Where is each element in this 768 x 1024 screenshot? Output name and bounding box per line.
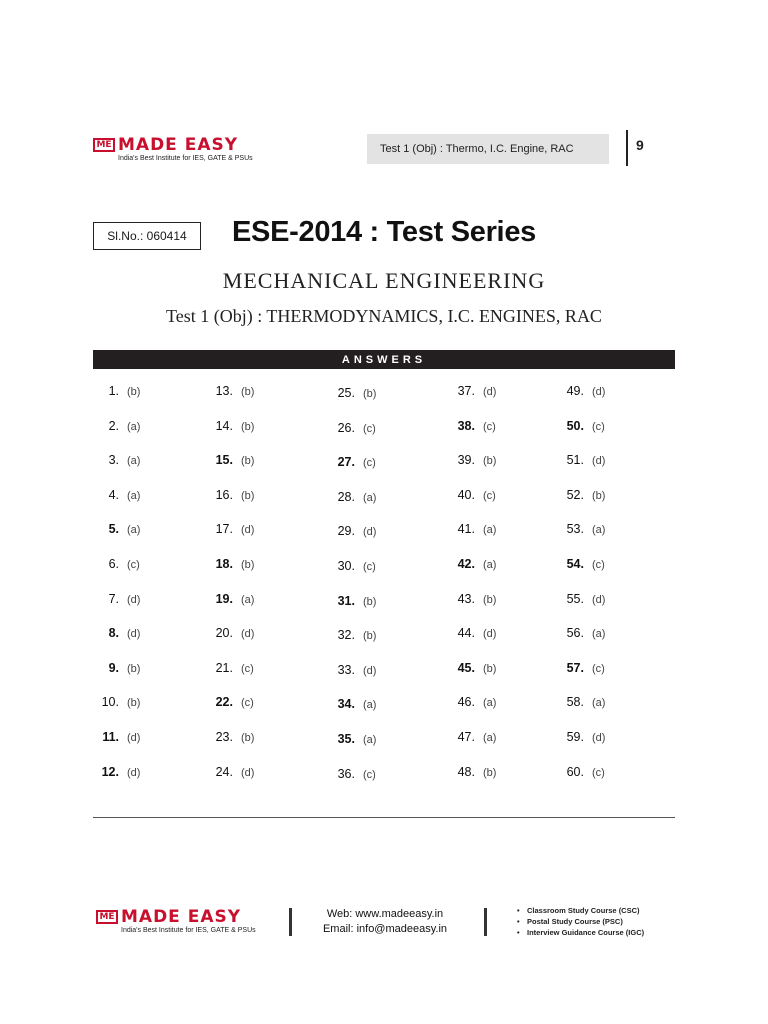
answer-item bbox=[557, 419, 605, 434]
question-number: 3. bbox=[108, 453, 119, 467]
answer-item bbox=[206, 695, 254, 710]
answer-option: (d) bbox=[592, 455, 606, 467]
answer-item bbox=[206, 765, 254, 780]
answer-item bbox=[328, 628, 376, 643]
answer-option: (b) bbox=[363, 388, 377, 400]
question-number: 26. bbox=[337, 421, 355, 435]
answer-item bbox=[92, 419, 140, 434]
answer-option: (b) bbox=[483, 594, 497, 606]
answer-option: (d) bbox=[483, 628, 497, 640]
answer-item bbox=[557, 661, 605, 676]
answer-option: (b) bbox=[241, 386, 255, 398]
logo-mark-icon: ME bbox=[96, 910, 118, 924]
question-number: 28. bbox=[337, 490, 355, 504]
header-divider bbox=[626, 130, 628, 166]
answer-item bbox=[448, 592, 496, 607]
footer-divider bbox=[484, 908, 487, 936]
logo-tagline: India's Best Institute for IES, GATE & PSUs bbox=[121, 927, 256, 934]
answer-item bbox=[557, 730, 605, 745]
answer-item bbox=[328, 455, 376, 470]
header-logo bbox=[93, 135, 253, 163]
answer-option: (b) bbox=[363, 630, 377, 642]
question-number: 50. bbox=[566, 419, 584, 433]
answer-item bbox=[448, 522, 496, 537]
answer-option: (b) bbox=[483, 455, 497, 467]
question-number: 38. bbox=[457, 419, 475, 433]
answer-option: (a) bbox=[127, 490, 141, 502]
test-subtitle: Test 1 (Obj) : THERMODYNAMICS, I.C. ENGINES, RAC bbox=[166, 306, 602, 326]
answer-item bbox=[328, 490, 376, 505]
question-number: 46. bbox=[457, 695, 475, 709]
answer-option: (d) bbox=[127, 732, 141, 744]
logo-name: MADE EASY bbox=[121, 907, 242, 927]
answer-item bbox=[557, 488, 605, 503]
answer-item bbox=[328, 559, 376, 574]
answer-option: (d) bbox=[483, 386, 497, 398]
answer-item bbox=[206, 453, 254, 468]
answer-option: (b) bbox=[241, 455, 255, 467]
answer-item bbox=[557, 765, 605, 780]
answer-option: (a) bbox=[363, 492, 377, 504]
page-number: 9 bbox=[636, 137, 644, 153]
answer-option: (a) bbox=[241, 594, 255, 606]
question-number: 22. bbox=[215, 695, 233, 709]
answer-item bbox=[448, 765, 496, 780]
answer-option: (b) bbox=[241, 490, 255, 502]
answer-item bbox=[206, 626, 254, 641]
question-number: 55. bbox=[566, 592, 584, 606]
question-number: 42. bbox=[457, 557, 475, 571]
question-number: 6. bbox=[108, 557, 119, 571]
answer-item bbox=[206, 384, 254, 399]
answer-option: (c) bbox=[127, 559, 140, 571]
page-title: ESE-2014 : Test Series bbox=[232, 216, 536, 248]
answer-option: (d) bbox=[363, 665, 377, 677]
answer-option: (c) bbox=[592, 663, 605, 675]
answer-item bbox=[448, 661, 496, 676]
question-number: 14. bbox=[215, 419, 233, 433]
answer-item bbox=[557, 557, 605, 572]
course-item: • Classroom Study Course (CSC) bbox=[527, 905, 644, 916]
question-number: 4. bbox=[108, 488, 119, 502]
answer-option: (c) bbox=[241, 663, 254, 675]
answer-item bbox=[448, 557, 496, 572]
question-number: 10. bbox=[101, 695, 119, 709]
question-number: 51. bbox=[566, 453, 584, 467]
answer-item bbox=[328, 663, 376, 678]
question-number: 32. bbox=[337, 628, 355, 642]
footer-divider bbox=[289, 908, 292, 936]
question-number: 19. bbox=[215, 592, 233, 606]
answer-item bbox=[448, 453, 496, 468]
answer-option: (c) bbox=[483, 421, 496, 433]
answer-option: (a) bbox=[592, 697, 606, 709]
question-number: 21. bbox=[215, 661, 233, 675]
question-number: 40. bbox=[457, 488, 475, 502]
answer-item bbox=[328, 697, 376, 712]
question-number: 49. bbox=[566, 384, 584, 398]
footer-web[interactable]: Web: www.madeeasy.in bbox=[326, 908, 444, 920]
answer-item bbox=[328, 732, 376, 747]
answer-item bbox=[92, 626, 140, 641]
answer-option: (a) bbox=[127, 421, 141, 433]
answer-option: (d) bbox=[592, 386, 606, 398]
course-item: • Interview Guidance Course (IGC) bbox=[527, 927, 644, 938]
answer-option: (a) bbox=[363, 699, 377, 711]
answer-item bbox=[206, 730, 254, 745]
answer-option: (d) bbox=[127, 767, 141, 779]
answer-option: (d) bbox=[241, 524, 255, 536]
answer-option: (b) bbox=[241, 559, 255, 571]
question-number: 44. bbox=[457, 626, 475, 640]
answer-item bbox=[92, 730, 140, 745]
answers-heading: ANSWERS bbox=[93, 350, 675, 369]
question-number: 47. bbox=[457, 730, 475, 744]
answer-item bbox=[557, 695, 605, 710]
answer-item bbox=[92, 384, 140, 399]
question-number: 41. bbox=[457, 522, 475, 536]
answer-item bbox=[557, 626, 605, 641]
logo-mark-icon: ME bbox=[93, 138, 115, 152]
answer-option: (c) bbox=[592, 421, 605, 433]
question-number: 33. bbox=[337, 663, 355, 677]
question-number: 11. bbox=[102, 730, 119, 744]
answer-item bbox=[206, 522, 254, 537]
question-number: 36. bbox=[337, 767, 355, 781]
answer-option: (a) bbox=[483, 559, 497, 571]
answer-option: (d) bbox=[127, 628, 141, 640]
question-number: 39. bbox=[457, 453, 475, 467]
serial-number-box: Sl.No.: 060414 bbox=[93, 222, 201, 250]
answer-item bbox=[448, 384, 496, 399]
answer-item bbox=[448, 419, 496, 434]
question-number: 30. bbox=[337, 559, 355, 573]
question-number: 24. bbox=[215, 765, 233, 779]
answer-option: (a) bbox=[592, 628, 606, 640]
course-item: • Postal Study Course (PSC) bbox=[527, 916, 644, 927]
header-test-label: Test 1 (Obj) : Thermo, I.C. Engine, RAC bbox=[367, 134, 609, 164]
answer-option: (b) bbox=[363, 596, 377, 608]
answer-option: (d) bbox=[592, 594, 606, 606]
question-number: 2. bbox=[108, 419, 119, 433]
answer-option: (a) bbox=[127, 455, 141, 467]
answer-item bbox=[92, 592, 140, 607]
logo-tagline: India's Best Institute for IES, GATE & PSUs bbox=[118, 155, 253, 162]
answer-item bbox=[557, 384, 605, 399]
question-number: 54. bbox=[566, 557, 584, 571]
answer-option: (a) bbox=[483, 732, 497, 744]
answer-item bbox=[92, 557, 140, 572]
answer-item bbox=[92, 488, 140, 503]
answer-item bbox=[328, 594, 376, 609]
answer-item bbox=[557, 453, 605, 468]
answer-option: (b) bbox=[241, 421, 255, 433]
question-number: 37. bbox=[457, 384, 475, 398]
question-number: 25. bbox=[337, 386, 355, 400]
answer-item bbox=[557, 592, 605, 607]
footer-logo bbox=[96, 907, 256, 935]
question-number: 9. bbox=[108, 661, 119, 675]
question-number: 56. bbox=[566, 626, 584, 640]
answer-option: (b) bbox=[127, 697, 141, 709]
answer-option: (c) bbox=[241, 697, 254, 709]
answer-item bbox=[328, 386, 376, 401]
question-number: 48. bbox=[457, 765, 475, 779]
answer-item bbox=[206, 557, 254, 572]
answer-item bbox=[328, 767, 376, 782]
question-number: 34. bbox=[337, 697, 355, 711]
question-number: 7. bbox=[108, 592, 119, 606]
question-number: 45. bbox=[457, 661, 475, 675]
answer-option: (b) bbox=[483, 663, 497, 675]
answer-option: (b) bbox=[241, 732, 255, 744]
question-number: 17. bbox=[215, 522, 233, 536]
answer-item bbox=[448, 730, 496, 745]
answer-item bbox=[557, 522, 605, 537]
answer-item bbox=[328, 524, 376, 539]
question-number: 35. bbox=[337, 732, 355, 746]
question-number: 52. bbox=[566, 488, 584, 502]
answer-option: (c) bbox=[592, 559, 605, 571]
subject-heading: MECHANICAL ENGINEERING bbox=[222, 268, 546, 293]
question-number: 13. bbox=[215, 384, 233, 398]
question-number: 27. bbox=[337, 455, 355, 469]
question-number: 59. bbox=[566, 730, 584, 744]
answer-option: (d) bbox=[592, 732, 606, 744]
answer-option: (d) bbox=[241, 767, 255, 779]
answer-item bbox=[92, 661, 140, 676]
answer-option: (a) bbox=[483, 524, 497, 536]
answer-item bbox=[448, 695, 496, 710]
answer-item bbox=[92, 695, 140, 710]
answer-option: (c) bbox=[483, 490, 496, 502]
answer-item bbox=[92, 522, 140, 537]
answer-option: (a) bbox=[483, 697, 497, 709]
question-number: 16. bbox=[215, 488, 233, 502]
question-number: 15. bbox=[215, 453, 233, 467]
answer-option: (b) bbox=[592, 490, 606, 502]
content-divider bbox=[93, 817, 675, 818]
question-number: 23. bbox=[215, 730, 233, 744]
question-number: 31. bbox=[337, 594, 355, 608]
question-number: 29. bbox=[337, 524, 355, 538]
answer-option: (c) bbox=[363, 457, 376, 469]
question-number: 58. bbox=[566, 695, 584, 709]
answer-option: (c) bbox=[363, 423, 376, 435]
answer-item bbox=[448, 488, 496, 503]
answer-item bbox=[448, 626, 496, 641]
answer-option: (d) bbox=[127, 594, 141, 606]
answer-item bbox=[328, 421, 376, 436]
answer-option: (a) bbox=[127, 524, 141, 536]
answer-item bbox=[92, 453, 140, 468]
answer-option: (c) bbox=[363, 769, 376, 781]
question-number: 1. bbox=[108, 384, 119, 398]
answer-option: (d) bbox=[363, 526, 377, 538]
answer-option: (b) bbox=[127, 386, 141, 398]
answer-item bbox=[206, 488, 254, 503]
question-number: 18. bbox=[215, 557, 233, 571]
answer-option: (d) bbox=[241, 628, 255, 640]
question-number: 8. bbox=[108, 626, 119, 640]
question-number: 5. bbox=[108, 522, 119, 536]
answer-option: (c) bbox=[592, 767, 605, 779]
question-number: 53. bbox=[566, 522, 584, 536]
answer-item bbox=[206, 661, 254, 676]
answer-option: (b) bbox=[127, 663, 141, 675]
answer-option: (b) bbox=[483, 767, 497, 779]
answer-item bbox=[206, 419, 254, 434]
question-number: 20. bbox=[215, 626, 233, 640]
question-number: 57. bbox=[566, 661, 584, 675]
answer-option: (c) bbox=[363, 561, 376, 573]
question-number: 60. bbox=[566, 765, 584, 779]
question-number: 12. bbox=[101, 765, 119, 779]
question-number: 43. bbox=[457, 592, 475, 606]
course-list bbox=[527, 905, 644, 938]
answer-item bbox=[206, 592, 254, 607]
logo-name: MADE EASY bbox=[118, 135, 239, 155]
answer-item bbox=[92, 765, 140, 780]
answer-option: (a) bbox=[592, 524, 606, 536]
footer-email[interactable]: Email: info@madeeasy.in bbox=[322, 923, 448, 935]
answer-option: (a) bbox=[363, 734, 377, 746]
